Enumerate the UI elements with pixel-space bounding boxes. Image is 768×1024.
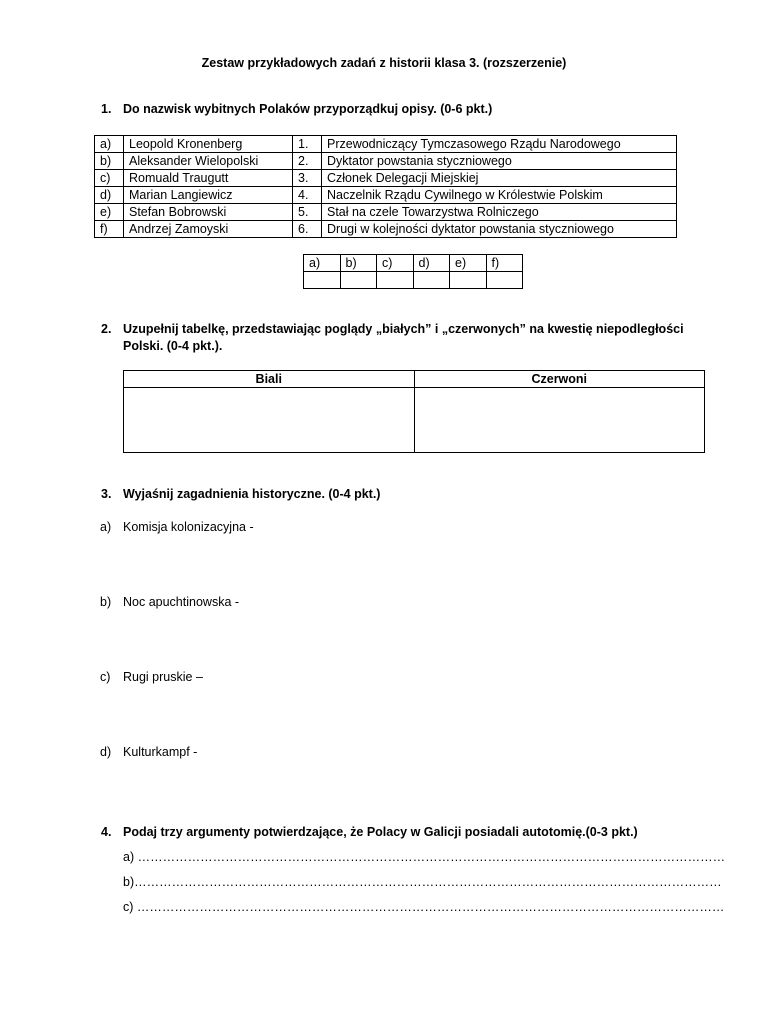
answer-grid-header: c) — [377, 255, 413, 272]
q4-answer-line[interactable]: a) …………………………………………………………………………………………………………………………… — [123, 850, 726, 864]
row-letter: c) — [95, 170, 124, 187]
answer-grid-header: b) — [340, 255, 377, 272]
description-text: Dyktator powstania styczniowego — [322, 153, 677, 170]
description-number: 1. — [293, 136, 322, 153]
q3-item-text: Komisja kolonizacyjna - — [123, 520, 254, 534]
answer-grid — [303, 254, 523, 289]
answer-grid-cell[interactable] — [486, 272, 522, 289]
matching-row — [95, 187, 677, 204]
matching-table — [94, 135, 677, 238]
q1-instruction: Do nazwisk wybitnych Polaków przyporządkuj opisy. (0-6 pkt.) — [123, 102, 493, 116]
header-czerwoni: Czerwoni — [414, 371, 705, 388]
views-table — [123, 370, 705, 453]
q3-item-text: Rugi pruskie – — [123, 670, 203, 684]
q3-item-letter: b) — [100, 595, 112, 609]
answer-grid-cell[interactable] — [413, 272, 450, 289]
q3-item-text: Kulturkampf - — [123, 745, 198, 759]
description-text: Członek Delegacji Miejskiej — [322, 170, 677, 187]
answer-grid-cell[interactable] — [450, 272, 487, 289]
q3-item-letter: d) — [100, 745, 112, 759]
description-number: 6. — [293, 221, 322, 238]
description-number: 2. — [293, 153, 322, 170]
person-name: Romuald Traugutt — [124, 170, 293, 187]
person-name: Marian Langiewicz — [124, 187, 293, 204]
matching-row — [95, 221, 677, 238]
description-text: Przewodniczący Tymczasowego Rządu Narodowego — [322, 136, 677, 153]
q2-instruction-line2: Polski. (0-4 pkt.). — [123, 339, 223, 353]
answer-grid-cell[interactable] — [377, 272, 413, 289]
description-text: Drugi w kolejności dyktator powstania styczniowego — [322, 221, 677, 238]
person-name: Stefan Bobrowski — [124, 204, 293, 221]
matching-row — [95, 136, 677, 153]
cell-biali-answer[interactable] — [124, 388, 415, 453]
row-letter: f) — [95, 221, 124, 238]
row-letter: b) — [95, 153, 124, 170]
answer-grid-header: e) — [450, 255, 487, 272]
cell-czerwoni-answer[interactable] — [414, 388, 705, 453]
answer-grid-cell[interactable] — [304, 272, 341, 289]
row-letter: a) — [95, 136, 124, 153]
q3-instruction: Wyjaśnij zagadnienia historyczne. (0-4 pkt.) — [123, 487, 381, 501]
matching-row — [95, 170, 677, 187]
description-number: 4. — [293, 187, 322, 204]
q4-answer-line[interactable]: b)…………………………………………………………………………………………………………………………… — [123, 875, 722, 889]
q3-item-letter: a) — [100, 520, 112, 534]
matching-row — [95, 204, 677, 221]
q3-number: 3. — [101, 487, 112, 501]
description-number: 5. — [293, 204, 322, 221]
q3-item-letter: c) — [100, 670, 111, 684]
answer-grid-header: d) — [413, 255, 450, 272]
person-name: Leopold Kronenberg — [124, 136, 293, 153]
description-text: Naczelnik Rządu Cywilnego w Królestwie Polskim — [322, 187, 677, 204]
description-number: 3. — [293, 170, 322, 187]
q2-number: 2. — [101, 322, 112, 336]
person-name: Andrzej Zamoyski — [124, 221, 293, 238]
answer-grid-header: f) — [486, 255, 522, 272]
q3-item-text: Noc apuchtinowska - — [123, 595, 240, 609]
row-letter: e) — [95, 204, 124, 221]
header-biali: Biali — [124, 371, 415, 388]
q4-number: 4. — [101, 825, 112, 839]
q4-answer-line[interactable]: c) …………………………………………………………………………………………………………………………… — [123, 900, 725, 914]
matching-row — [95, 153, 677, 170]
page-title: Zestaw przykładowych zadań z historii klasa 3. (rozszerzenie) — [201, 56, 567, 70]
q1-number-bold: 1. — [101, 102, 112, 116]
q2-instruction-line1: Uzupełnij tabelkę, przedstawiając poglądy „białych” i „czerwonych” na kwestię niepodległości — [123, 322, 684, 336]
person-name: Aleksander Wielopolski — [124, 153, 293, 170]
q4-instruction: Podaj trzy argumenty potwierdzające, że Polacy w Galicji posiadali autotomię.(0-3 pkt.) — [123, 825, 638, 839]
description-text: Stał na czele Towarzystwa Rolniczego — [322, 204, 677, 221]
answer-grid-cell[interactable] — [340, 272, 377, 289]
answer-grid-header: a) — [304, 255, 341, 272]
row-letter: d) — [95, 187, 124, 204]
